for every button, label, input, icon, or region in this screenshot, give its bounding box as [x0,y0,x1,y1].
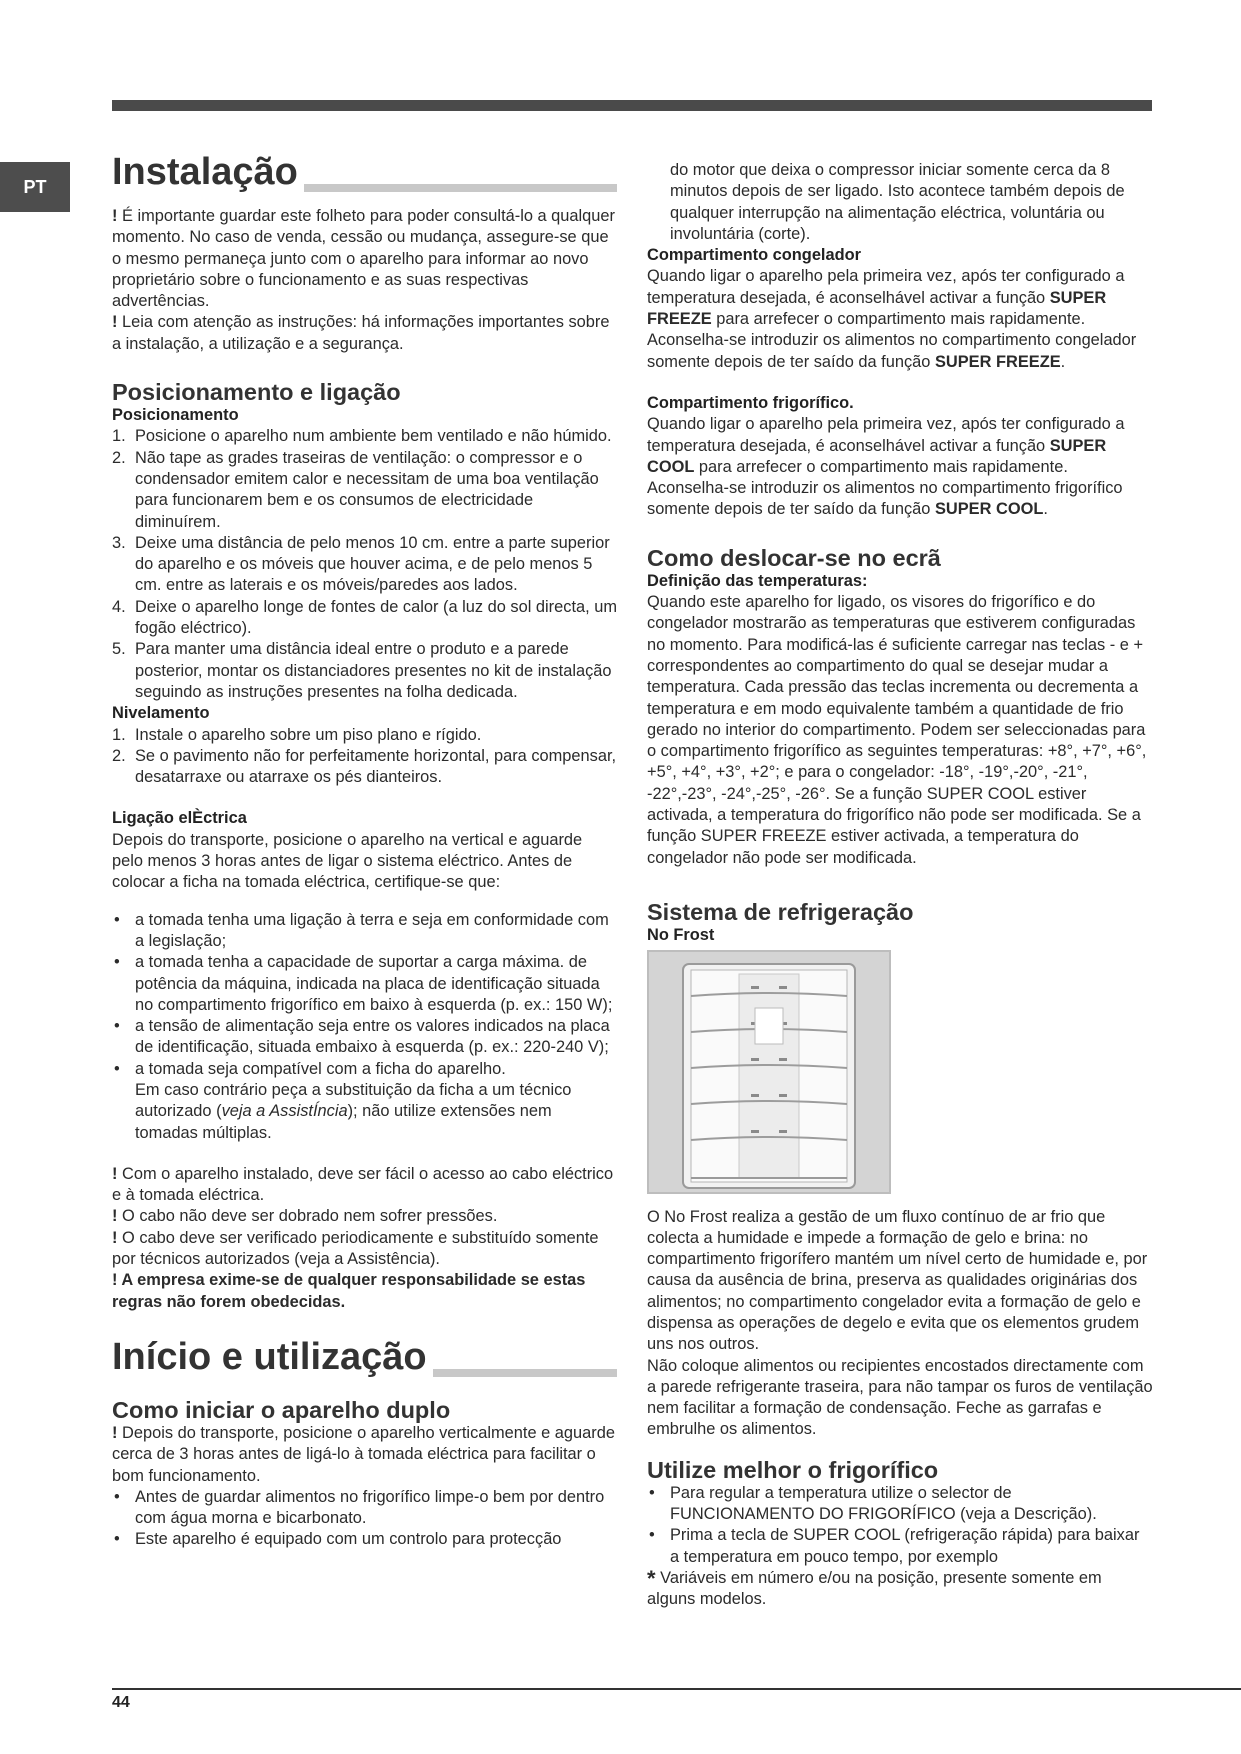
freezer-paragraph: Quando ligar o aparelho pela primeira vez, após ter configurado a temperatura desejada, é aconselhável activar a função SUPER FREEZE para arrefecer o compartimento mais rapidamente. Aconselha-se introduzir os alimentos no compartimento congelador somente depois de ter saído da função SUPER FREEZE. [647,267,1137,371]
fridge-interior-illustration [647,950,891,1194]
positioning-title: Posicionamento e ligação [112,379,401,406]
display-title: Como deslocar-se no ecrã [647,544,941,571]
dual-start-paragraph: ! Depois do transporte, posicione o aparelho verticalmente e aguarde cerca de 3 horas antes de ligá-lo à tomada eléctrica para facilitar o bom funcionamento. [112,1423,615,1485]
positioning-item: 1. Posicione o aparelho num ambiente bem ventilado e não húmido. [112,427,612,446]
continued-paragraph: do motor que deixa o compressor iniciar somente cerca da 8 minutos depois de ser ligado. Isto acontece também depois de qualquer interrupção na alimentação eléctrica, voluntária ou involuntária (corte). [670,161,1125,243]
cooling-system-title: Sistema de refrigeração [647,898,914,925]
freezer-subtitle: Compartimento congelador [647,246,862,265]
fridge-paragraph: Quando ligar o aparelho pela primeira vez, após ter configurado a temperatura desejada, é aconselhável activar a função SUPER COOL para arrefecer o compartimento mais rapidamente. Aconselha-se introduzir os alimentos no compartimento frigorífico somente depois de ter saído da função SUPER COOL. [647,415,1125,519]
footer-rule [112,1688,1241,1690]
header-bar [112,100,1152,111]
electrical-paragraph: Depois do transporte, posicione o aparelho na vertical e aguarde pelo menos 3 horas antes de ligar o sistema eléctrico. Antes de colocar a ficha na tomada eléctrica, certifique-se que: [112,830,583,892]
positioning-item: 2. Não tape as grades traseiras de ventilação: o compressor e o condensador emitem calor e necessitam de uma boa ventilação para funcionarem bem e os consumos de electricidade diminuírem. [112,448,599,531]
fridge-tips-title: Utilize melhor o frigorífico [647,1456,939,1483]
right-column [647,160,1153,1611]
no-frost-paragraph: O No Frost realiza a gestão de um fluxo contínuo de ar frio que colecta a humidade e impede a formação de gelo e brina: no compartimento frigorífero mantém um nível certo de humidade e, por causa da ausência de brina, preserva as qualidades originárias dos alimentos; no compartimento congelador evita a formação de gelo e dispensa as operações de degelo e evita que os elementos grudem uns nos outros. [647,1207,1148,1354]
temperature-subtitle: Definição das temperaturas: [647,571,868,590]
dual-start-bullet: • Este aparelho é equipado com um controlo para protecção [114,1530,562,1549]
warning-4: ! A empresa exime-se de qualquer responsabilidade se estas regras não forem obedecidas. [112,1271,586,1311]
warning-1: ! Com o aparelho instalado, deve ser fácil o acesso ao cabo eléctrico e à tomada eléctrica. [112,1164,614,1205]
start-use-title: Início e utilização [112,1333,433,1381]
dual-start-bullet: • Antes de guardar alimentos no frigorífico limpe-o bem por dentro com água morna e bicarbonato. [114,1487,605,1528]
electrical-bullet: • a tomada tenha a capacidade de suportar a carga máxima. de potência da máquina, indicada na placa de identificação situada no compartimento frigorífico em baixo à esquerda (p. ex.: 150 W); [114,953,613,1014]
leveling-item: 2. Se o pavimento não for perfeitamente horizontal, para compensar, desatarraxe ou atarraxe os pés dianteiros. [112,746,617,787]
warning-2: ! O cabo não deve ser dobrado nem sofrer pressões. [112,1207,498,1226]
installation-heading-block [112,148,617,196]
no-frost-subtitle: No Frost [647,925,715,944]
start-heading-block [112,1333,617,1381]
positioning-item: 5. Para manter uma distância ideal entre o produto e a parede posterior, montar os distanciadores presentes no kit de instalação seguindo as instruções presentes na folha dedicada. [112,640,612,701]
warning-3: ! O cabo deve ser verificado periodicamente e substituído somente por técnicos autorizados (veja a Assistência). [112,1228,599,1269]
no-frost-paragraph-2: Não coloque alimentos ou recipientes encostados directamente com a parede refrigerante traseira, para não tampar os furos de ventilação nem facilitar a formação de condensação. Feche as garrafas e embrulhe os alimentos. [647,1356,1153,1439]
positioning-subtitle: Posicionamento [112,406,239,425]
page-number: 44 [112,1694,130,1711]
dual-start-title: Como iniciar o aparelho duplo [112,1396,451,1423]
intro-paragraph-2: ! Leia com atenção as instruções: há informações importantes sobre a instalação, a utilização e a segurança. [112,313,610,353]
positioning-item: 3. Deixe uma distância de pelo menos 10 cm. entre a parte superior do aparelho e os móveis que houver acima, e de pelo menos 5 cm. entre as laterais e os móveis/paredes aos lados. [112,533,610,595]
fridge-subtitle: Compartimento frigorífico. [647,393,854,412]
leveling-subtitle: Nivelamento [112,704,210,723]
installation-title: Instalação [112,148,304,196]
positioning-item: 4. Deixe o aparelho longe de fontes de calor (a luz do sol directa, um fogão eléctrico). [112,597,617,638]
electrical-bullet: • a tomada seja compatível com a ficha do aparelho. Em caso contrário peça a substituição da ficha a um técnico autorizado (veja a AssistÍncia); não utilize extensões nem tomadas múltiplas. [114,1059,572,1142]
left-column [112,148,617,1551]
leveling-item: 1. Instale o aparelho sobre um piso plano e rígido. [112,725,482,744]
footnote: * Variáveis em número e/ou na posição, presente somente em alguns modelos. [647,1565,1102,1609]
fridge-tips-bullet: • Prima a tecla de SUPER COOL (refrigeração rápida) para baixar a temperatura em pouco tempo, por exemplo [649,1526,1140,1566]
language-tab: PT [0,162,70,212]
intro-paragraph-1: ! É importante guardar este folheto para poder consultá-lo a qualquer momento. No caso de venda, cessão ou mudança, assegure-se que o mesmo permaneça junto com o aparelho para informar ao novo proprietário sobre o funcionamento e as suas respectivas advertências. [112,207,615,311]
fridge-tips-bullet: • Para regular a temperatura utilize o selector de FUNCIONAMENTO DO FRIGORÍFICO (veja a Descrição). [649,1483,1097,1524]
electrical-bullet: • a tomada tenha uma ligação à terra e seja em conformidade com a legislação; [114,910,609,950]
electrical-bullet: • a tensão de alimentação seja entre os valores indicados na placa de identificação, situada embaixo à esquerda (p. ex.: 220-240 V); [114,1017,610,1057]
temperature-paragraph: Quando este aparelho for ligado, os visores do frigorífico e do congelador mostrarão as temperaturas que estiverem configuradas no momento. Para modificá-las é suficiente carregar nas teclas - e + correspondentes ao compartimento do qual se desejar mudar a temperatura. Cada pressão das teclas incrementa ou decrementa a temperatura e em modo equivalente também a quantidade de frio gerado no interior do compartimento. Podem ser seleccionadas para o compartimento frigorífico as seguintes temperaturas: +8°, +7°, +6°, +5°, +4°, +3°, +2°; e para o congelador: -18°, -19°,-20°, -21°, -22°,-23°, -24°,-25°, -26°. Se a função SUPER COOL estiver activada, a temperatura do frigorífico não pode ser modificada. Se a função SUPER FREEZE estiver activada, a temperatura do congelador não pode ser modificada. [647,593,1147,867]
electrical-subtitle: Ligação elÈctrica [112,809,247,828]
